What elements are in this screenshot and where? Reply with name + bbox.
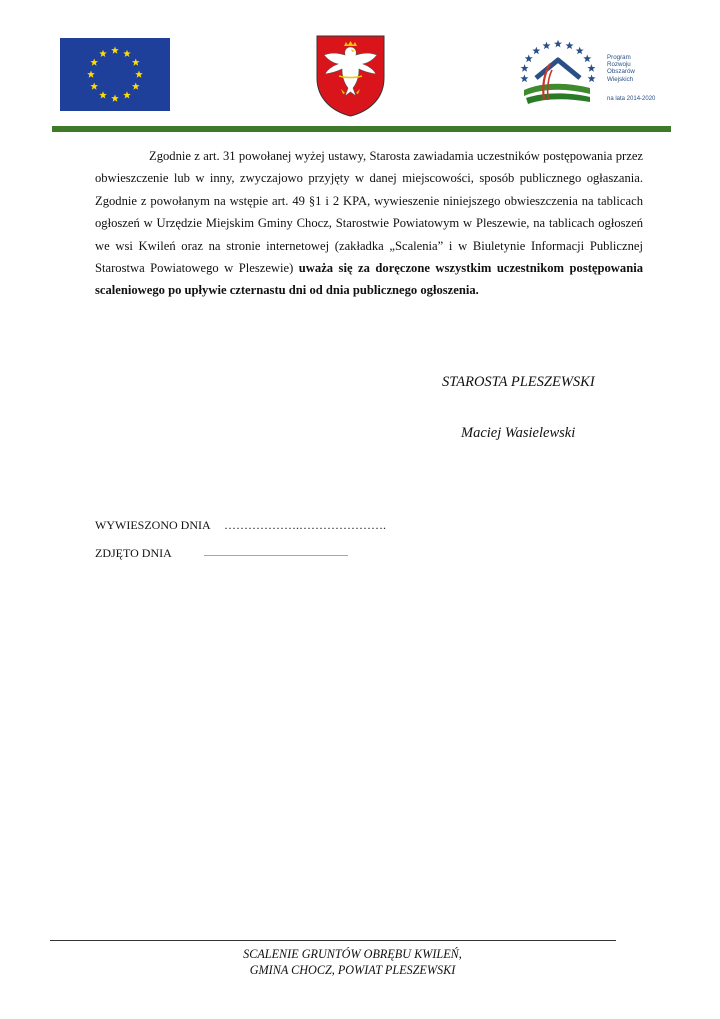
- header-divider: [52, 126, 671, 132]
- prow-line: Wiejskich: [607, 75, 634, 83]
- notice-bold-text: uważa się za doręczone wszystkim uczestnikom postępowania scaleniowego po upływie czternastu dni od dnia publicznego ogłoszenia.: [95, 261, 643, 298]
- prow-program-logo: [514, 30, 654, 114]
- prow-emblem-icon: [514, 30, 606, 114]
- signatory-name: Maciej Wasielewski: [461, 425, 576, 441]
- prow-star-icon: [542, 42, 550, 50]
- footer-line: GMINA CHOCZ, POWIAT PLESZEWSKI: [249, 963, 456, 977]
- notice-paragraph: [95, 145, 643, 302]
- prow-star-icon: [554, 40, 562, 48]
- eu-flag-icon: [60, 38, 170, 111]
- posted-date-field: ……………….………………….: [224, 518, 386, 532]
- prow-star-icon: [576, 47, 584, 55]
- footer-line: SCALENIE GRUNTÓW OBRĘBU KWILEŃ,: [243, 947, 462, 961]
- removed-date-row: [95, 546, 348, 561]
- prow-star-icon: [587, 64, 595, 72]
- prow-star-icon: [532, 47, 540, 55]
- footer-divider: [50, 940, 616, 941]
- prow-line: Program: [607, 54, 631, 61]
- removed-date-field: ........................................................................: [204, 549, 348, 558]
- prow-logo-text: [607, 54, 635, 83]
- posted-label: WYWIESZONO DNIA: [95, 518, 211, 532]
- prow-star-icon: [525, 55, 533, 63]
- notice-text: Zgodnie z art. 31 powołanej wyżej ustawy, Starosta zawiadamia uczestników postępowania przez obwieszczenie lub w inny, zwyczajowo przyjęty w danej miejscowości, sposób publicznego ogłaszania. Zgodnie z powołanym na wstępie art. 49 §1 i 2 KPA, wywieszenie niniejszego obwieszczenia na tablicach ogłoszeń w Urzędzie Miejskim Gminy Chocz, Starostwie Powiatowym w Pleszewie, na tablicach ogłoszeń we wsi Kwileń oraz na stronie internetowej (zakładka „Scalenia” i w Biuletynie Informacji Publicznej Starostwa Powiatowego w Pleszewie): [95, 149, 643, 276]
- removed-label: ZDJĘTO DNIA: [95, 546, 172, 560]
- prow-star-icon: [566, 42, 574, 50]
- prow-years-text: na lata 2014-2020: [607, 96, 656, 102]
- eu-flag-logo: [60, 38, 170, 111]
- prow-line: Rozwoju: [607, 61, 631, 69]
- prow-star-icon: [583, 55, 591, 63]
- prow-star-icon: [520, 74, 528, 82]
- prow-star-icon: [521, 64, 529, 72]
- signatory-title: STAROSTA PLESZEWSKI: [442, 374, 595, 390]
- page-footer: [200, 946, 505, 978]
- eagle-crest-icon: [315, 34, 386, 118]
- posted-date-row: [95, 518, 386, 533]
- prow-line: Obszarów: [607, 68, 635, 76]
- prow-star-icon: [588, 74, 596, 82]
- coat-of-arms-logo: [315, 34, 386, 118]
